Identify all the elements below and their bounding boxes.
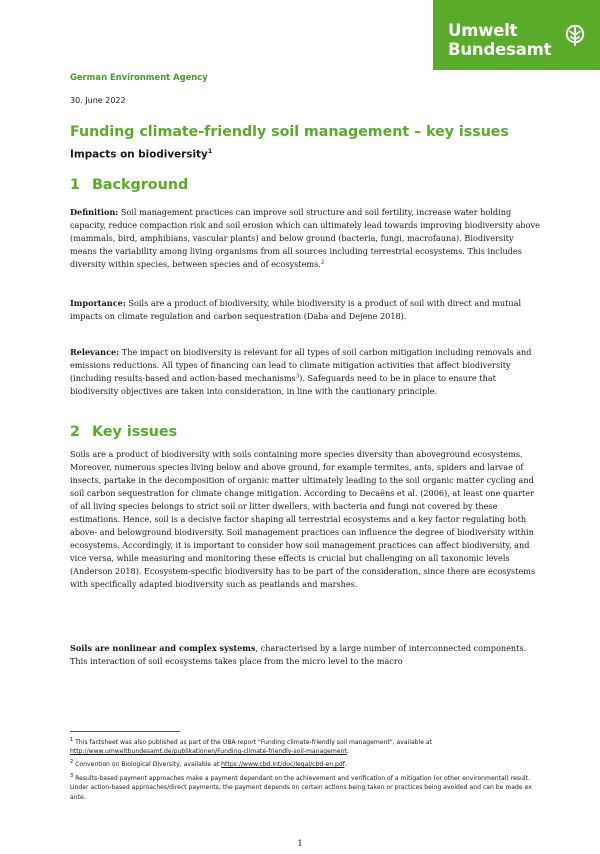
section-title: Background [92, 177, 189, 193]
uba-report-link[interactable]: http://www.umweltbundesamt.de/publikationen/Funding-climate-friendly-soil-management [70, 748, 347, 756]
footnote-3 [70, 772, 542, 802]
footnote-mark: 3 [70, 773, 74, 779]
relevance-paragraph [70, 346, 542, 398]
cbd-link[interactable]: https://www.cbd.int/doc/legal/cbd-en.pdf [221, 761, 345, 769]
definition-text: Soil management practices can improve soil structure and soil fertility, increase water holding capacity, reduce compaction risk and soil erosion which can ultimately lead towards improving biodiversity above (mammals, bird, amphibians, vascular plants) and below ground (bacteria, fungi, macrofauna). Biodiversity means the variability among living organisms from all sources including terrestrial ecosystems. This includes diversity within species, between species and of ecosystems. [70, 207, 540, 270]
footnote-end: . [346, 748, 349, 756]
logo-line-1: Umwelt [448, 21, 518, 40]
footnote-ref-3[interactable]: 3 [295, 373, 300, 380]
importance-lead: Importance: [70, 298, 126, 308]
section-number: 2 [70, 424, 80, 440]
section-number: 1 [70, 177, 80, 193]
footnote-mark: 1 [70, 737, 74, 743]
document-subtitle [70, 147, 212, 160]
document-title: Funding climate-friendly soil management – key issues [70, 124, 509, 140]
footnote-mark: 2 [70, 759, 74, 765]
footnote-text: This factsheet was also published as part of the UBA report "Funding climate-friendly soil management", available at [73, 739, 433, 747]
footnote-2 [70, 758, 542, 769]
footnote-text: Results-based payment approaches make a payment dependant on the achievement and verification of a mitigation (or other environmental) result. Under action-based approaches/direct payments, the payment depends on certain actions being taken or practices being avoided and can be made ex ante. [70, 775, 532, 801]
umweltbundesamt-logo [433, 0, 600, 70]
subtitle-text: Impacts on biodiversity [70, 148, 208, 161]
page-number: 1 [297, 838, 303, 848]
footnote-1 [70, 736, 542, 757]
paragraph-text: , characterised by a large number of interconnected components. This interaction of soil ecosystems takes place from the micro level to the macro [70, 643, 527, 667]
tree-emblem-icon [565, 24, 585, 46]
footnote-separator [70, 731, 180, 732]
section-heading-key-issues [70, 424, 177, 440]
paragraph-lead: Soils are nonlinear and complex systems [70, 643, 256, 653]
logo-line-2: Bundesamt [448, 40, 552, 59]
definition-lead: Definition: [70, 207, 119, 217]
relevance-text-end: ). Safeguards need to be in place to ensure that biodiversity objectives are taken into consideration, in line with the cautionary principle. [70, 373, 496, 397]
footnote-end: . [344, 761, 347, 769]
footnote-ref-2[interactable]: 2 [320, 259, 325, 266]
importance-paragraph [70, 297, 542, 323]
section-heading-background [70, 177, 188, 193]
section-title: Key issues [92, 424, 178, 440]
importance-text: Soils are a product of biodiversity, while biodiversity is a product of soil with direct and mutual impacts on climate regulation and carbon sequestration (Daba and Dejene 2018). [70, 298, 522, 322]
agency-name: German Environment Agency [70, 72, 208, 82]
key-issues-paragraph-2 [70, 642, 542, 668]
footnote-text: Convention on Biological Diversity, available at [73, 761, 222, 769]
relevance-lead: Relevance: [70, 347, 120, 357]
footnote-ref-1[interactable]: 1 [207, 147, 213, 155]
key-issues-paragraph-1: Soils are a product of biodiversity with soils containing more species diversity than aboveground ecosystems. Moreover, numerous species living below and above ground, for example termites, ants, spiders and larvae of insects, partake in the decomposition of organic matter ultimately leading to the soil organic matter cycling and soil carbon sequestration for climate change mitigation. According to Decaëns et al. (2006), at least one quarter of all living species belongs to strict soil or litter dwellers, with bacteria and fungi not covered by these estimations. Hence, soil is a decisive factor shaping all terrestrial ecosystems and a key factor regulating both above- and belowground biodiversity. Soil management practices can influence the degree of biodiversity within ecosystems. Accordingly, it is important to consider how soil management practices can affect biodiversity, and vice versa, while measuring and monitoring these effects is crucial but challenging on all taxonomic levels (Anderson 2018). Ecosystem-specific biodiversity has to be part of the consideration, since there are ecosystems with specifically adapted biodiversity such as peatlands and marshes. [70, 449, 536, 590]
relevance-text: The impact on biodiversity is relevant for all types of soil carbon mitigation including removals and emissions reductions. All types of financing can lead to climate mitigation activities that affect biodiversity (including results-based and action-based mechanisms [70, 347, 532, 384]
definition-paragraph [70, 206, 542, 271]
publication-date: 30. June 2022 [70, 96, 126, 105]
